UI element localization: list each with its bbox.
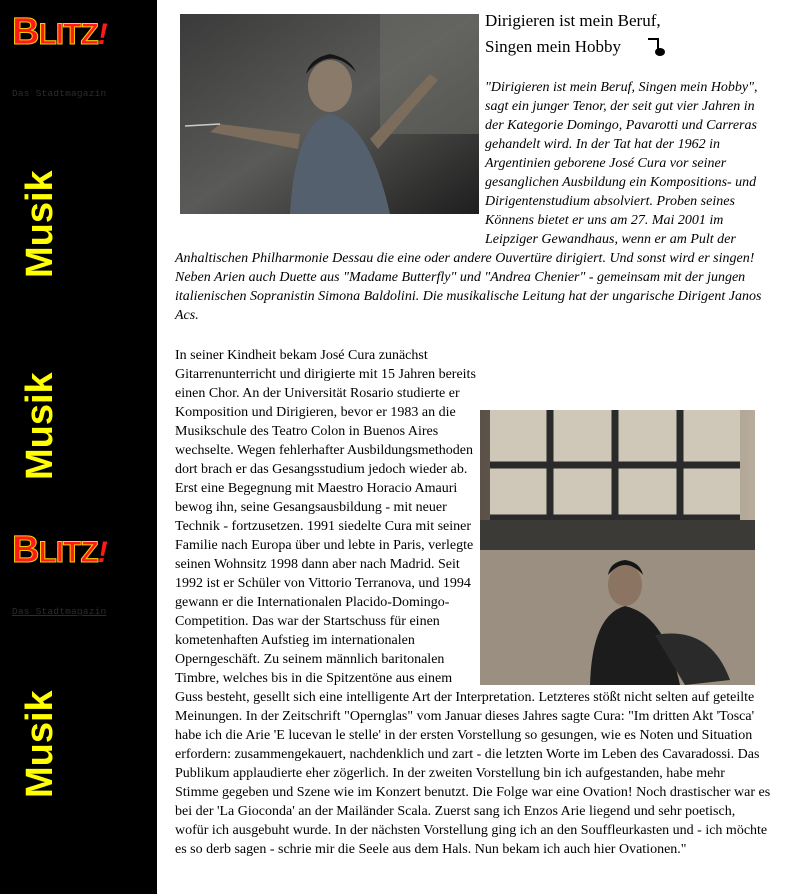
sidebar <box>0 0 157 894</box>
body-paragraph: In seiner Kindheit bekam José Cura zunächst Gitarrenunterricht und dirigierte mit 15 Jahren bereits einen Chor. An der Universität Rosario studierte er Komposition und Dirigieren, bevor er 1983 an die Musikschule des Teatro Colon in Buenos Aires wechselte. Wegen fehlerhafter Ausbildungsmethoden dort brach er das Gesangsstudium jedoch wieder ab. Erst eine Begegnung mit Maestro Horacio Amauri bewog ihn, seine Gesangsausbildung - mit neuer Technik - fortzusetzen. 1991 siedelte Cura mit seiner Familie nach Europa über und lebte in Paris, verlegte seinen Wohnsitz 1998 dann aber nach Madrid. Seit 1992 ist er Schüler von Vittorio Terranova, und 1994 gewann er die Internationalen Placido-Domingo-Competition. Das war der Startschuss für einen kometenhaften Aufstieg im internationalen Operngeschäft. Zu seinem männlich baritonalen Timbre, welches bis in die Spitzentöne aus einem Guss besteht, gesellt sich eine intelligente Art der Interpretation. Letzteres stößt nicht selten auf geteilte Meinungen. In der Zeitschrift "Opernglas" vom Januar dieses Jahres sagte Cura: "Im dritten Akt 'Tosca' habe ich die Arie 'E lucevan le stelle' in der ersten Vorstellung so gesungen, wie es Noten und Situation erfordern: zusammengekauert, nachdenklich und zart - die letzten Worte im Leben des Cavaradossi. Das Publikum applaudierte eher zögerlich. In der zweiten Vorstellung bin ich aufgestanden, habe mehr Stimme gegeben und Szene wie im Konzert benutzt. Die Folge war eine Ovation! Noch drastischer war es bei der 'La Gioconda' an der Mailänder Scala. Zuerst sang ich Enzos Arie liegend und sehr poetisch, wofür ich ausgebuht wurde. In der nächsten Vorstellung ging ich an den Souffleurkasten und - ich möchte es so derb sagen - schrie mir die Seele aus dem Hals. Nun bekam ich auch hier Ovationen." <box>175 348 771 857</box>
article-title <box>485 8 785 60</box>
title-line-1: Dirigieren ist mein Beruf, <box>485 11 661 30</box>
musik-label: Musik <box>19 372 61 480</box>
musik-label: Musik <box>19 170 61 278</box>
blitz-logo[interactable]: BLITZ! <box>12 529 107 571</box>
tagline: Das Stadtmagazin <box>12 88 107 99</box>
title-line-2: Singen mein Hobby <box>485 37 621 56</box>
music-note-icon <box>646 36 666 58</box>
intro-paragraph: "Dirigieren ist mein Beruf, Singen mein Hobby", sagt ein junger Tenor, der seit gut vier Jahren in der Kategorie Domingo, Pavarotti und Carreras gehandelt wird. In der Tat hat der 1962 in Argentinien geborene José Cura vor seiner gesanglichen Ausbildung ein Kompositions- und Dirigentenstudium absolviert. Proben seines Könnens bietet er uns am 27. Mai 2001 im Leipziger Gewandhaus, wenn er am Pult der Anhaltischen Philharmonie Dessau die eine oder andere Ouvertüre dirigiert. Und sonst wird er singen! Neben Arien auch Duette aus "Madame Butterfly" und "Andrea Chenier" - gemeinsam mit der jungen italienischen Sopranistin Simona Baldolini. Die musikalische Leitung hat der ungarische Dirigent Janos Acs. <box>175 80 762 323</box>
blitz-logo[interactable]: BLITZ! <box>12 11 107 53</box>
tagline[interactable]: Das Stadtmagazin <box>12 606 107 617</box>
musik-label: Musik <box>19 690 61 798</box>
